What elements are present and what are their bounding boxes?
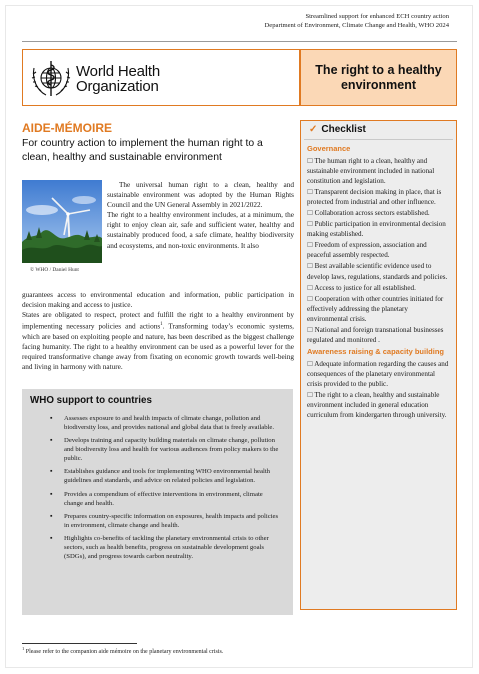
checklist-item-text: The right to a clean, healthy and sustainable environment included in general education curriculum from kindergarten through university. (307, 390, 447, 420)
title-line-2: environment (340, 77, 416, 92)
list-item: ▪ Develops training and capacity building materials on climate change, pollution and biodiversity loss and health for various audiences from policy makers to the public. (50, 436, 280, 463)
checklist-item[interactable] (307, 261, 450, 281)
footnote-reference: 1 (160, 322, 163, 328)
who-logo-line-2: Organization (76, 78, 159, 95)
photo-credit: © WHO / Daniel Hunt (30, 267, 79, 273)
header-line-1: Streamlined support for enhanced ECH country action (305, 13, 449, 20)
checkbox-icon[interactable]: ☐ (307, 209, 313, 218)
checklist-item-text: The human right to a clean, healthy and sustainable environment included in national constitution and legislation. (307, 157, 435, 186)
body-paragraph-3 (22, 310, 294, 372)
title-box (300, 49, 457, 106)
checklist-item-text: Freedom of expression, association and peaceful assembly respected. (307, 241, 427, 260)
body-paragraph-3-start: States are obligated to respect, protect and fulfill the right to a healthy environment by implementing necessary policies and actions (22, 311, 294, 331)
page-title (315, 63, 441, 93)
list-item: ▪ Provides a compendium of effective interventions in environment, climate change and health. (50, 490, 280, 508)
who-logo-name (76, 64, 160, 94)
list-item: ▪ Highlights co-benefits of tackling the planetary environmental crisis to other sectors, such as health benefits, progress on sustainable development goals (SDGs), and progress towards carbon neutrality. (50, 534, 280, 561)
checklist-item[interactable] (307, 156, 450, 186)
checklist-item-text: Collaboration across sectors established. (314, 209, 430, 218)
checklist-item[interactable] (307, 294, 450, 324)
checkbox-icon[interactable]: ☐ (307, 283, 313, 292)
checklist-item[interactable] (307, 208, 450, 218)
checklist-item[interactable] (307, 359, 450, 389)
checkbox-icon[interactable]: ☐ (307, 359, 313, 368)
who-logo-line-1: World Health (76, 63, 161, 80)
checkbox-icon[interactable]: ☐ (307, 157, 313, 165)
title-line-1: The right to a healthy (315, 62, 442, 77)
checklist-title (309, 124, 366, 135)
body-paragraph-3-end: . Transforming today’s economic systems, which are based on exploiting people and nature, has been described as the biggest challenge facing humanity. The right to a healthy environment can be used as a powerful lever for the required transformative change away from fixating on economic growth towards well-being and living in harmony with nature. (22, 322, 294, 372)
wind-turbine-photo (22, 180, 102, 263)
checklist-item[interactable] (307, 219, 450, 239)
list-item: ▪ Establishes guidance and tools for implementing WHO environmental health guidelines and standards, and advice on related policies and legislation. (50, 467, 280, 485)
aide-memoire-label: AIDE-MÉMOIRE (22, 121, 112, 135)
checklist-heading-governance: Governance (307, 144, 351, 153)
checklist-item-text: Transparent decision making in place, that is protected from industrial and other influence. (307, 188, 442, 207)
header-line-2: Department of Environment, Climate Change and Health, WHO 2024 (264, 22, 449, 29)
checklist-item[interactable] (307, 187, 450, 207)
checklist-item-text: Public participation in environmental decision making established. (307, 220, 446, 239)
body-text (22, 290, 294, 372)
who-support-list (50, 414, 280, 565)
checkbox-icon[interactable]: ☐ (307, 294, 313, 303)
footnote-divider (22, 643, 137, 644)
checklist-title-text: Checklist (321, 124, 366, 135)
checklist-body (307, 142, 450, 421)
body-paragraph-2-continued: guarantees access to environmental education and information, public participation in decision making and access to justice. (22, 291, 294, 310)
footnote-text: Please refer to the companion aide mémoire on the planetary environmental crisis. (24, 649, 224, 655)
checklist-item-text: Adequate information regarding the causes and consequences of the planetary environmental crisis provided to the public. (307, 359, 449, 388)
checklist-item[interactable] (307, 390, 450, 420)
checkmark-icon: ✓ (309, 124, 318, 135)
checkbox-icon[interactable]: ☐ (307, 188, 313, 197)
intro-paragraph-2: The right to a healthy environment includes, at a minimum, the right to enjoy clean air, safe and sufficient water, healthy and sustainably produced food, a safe climate, healthy biodiversity and ecosystems, and non-toxic environments. It also (107, 211, 294, 250)
checklist-item-text: Best available scientific evidence used to develop laws, regulations, standards and policies. (307, 262, 448, 281)
who-support-title: WHO support to countries (30, 395, 152, 406)
footnote-marker: 1 (22, 646, 25, 651)
who-emblem-icon (30, 58, 72, 98)
list-item: ▪ Prepares country-specific information on exposures, health impacts and policies in environment, climate change and health. (50, 512, 280, 530)
list-item: ▪ Assesses exposure to and health impacts of climate change, pollution and biodiversity loss, and provides national and global data that is freely available. (50, 414, 280, 432)
header-meta (265, 12, 449, 30)
checklist-item[interactable] (307, 325, 450, 345)
footnote (22, 646, 223, 655)
subtitle: For country action to implement the human right to a clean, healthy and sustainable environment (22, 138, 263, 163)
checkbox-icon[interactable]: ☐ (307, 262, 313, 271)
checklist-item-text: Cooperation with other countries initiated for effectively addressing the planetary environmental crisis. (307, 294, 444, 323)
checklist-item[interactable] (307, 283, 450, 293)
checklist-item[interactable] (307, 240, 450, 260)
checklist-heading-awareness: Awareness raising & capacity building (307, 346, 444, 356)
intro-paragraph-1: The universal human right to a clean, healthy and sustainable environment was adopted by the Human Rights Council and the UN General Assembly in 2021/2022. (107, 181, 294, 210)
checklist-item-text: Access to justice for all established. (314, 283, 416, 292)
checkbox-icon[interactable]: ☐ (307, 390, 313, 399)
header-divider (22, 41, 457, 42)
intro-text (107, 180, 294, 251)
checklist-item-text: National and foreign transnational businesses regulated and monitored . (307, 325, 444, 344)
checklist-divider (304, 139, 453, 140)
checkbox-icon[interactable]: ☐ (307, 241, 313, 250)
checkbox-icon[interactable]: ☐ (307, 325, 313, 334)
checkbox-icon[interactable]: ☐ (307, 220, 313, 229)
